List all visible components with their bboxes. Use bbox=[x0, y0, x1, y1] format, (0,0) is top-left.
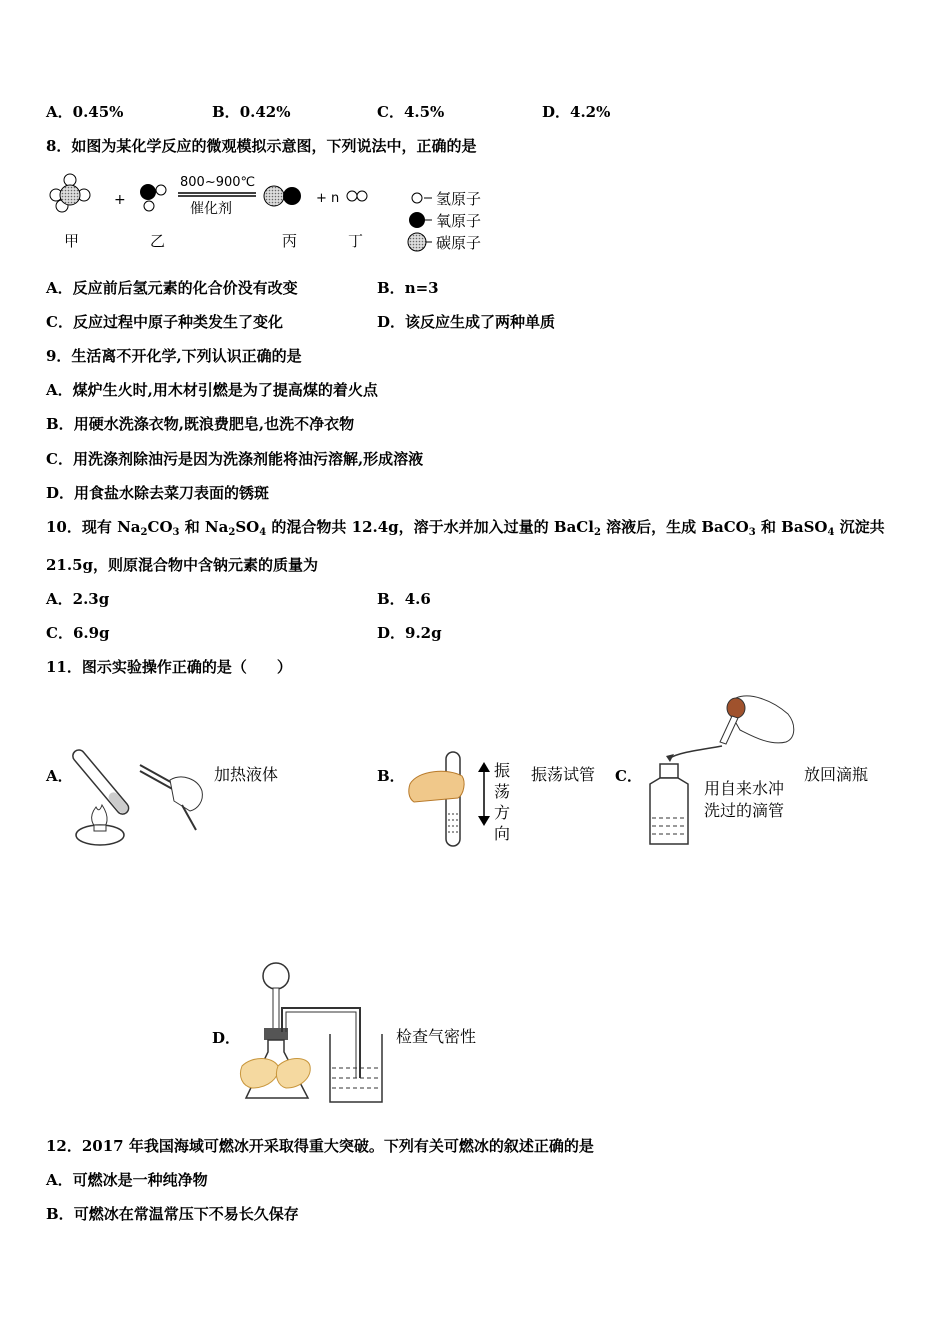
q7-option-d: D．4.2% bbox=[542, 103, 611, 121]
q10-option-b: B．4.6 bbox=[377, 590, 431, 608]
q8-option-d: D．该反应生成了两种单质 bbox=[377, 313, 556, 331]
q12-option-a: A．可燃冰是一种纯净物 bbox=[46, 1171, 208, 1189]
q11-option-d-letter: D． bbox=[212, 1029, 241, 1047]
q7-option-c: C．4.5% bbox=[377, 103, 445, 121]
q9-option-b: B．用硬水洗涤衣物,既浪费肥皂,也洗不净衣物 bbox=[46, 415, 355, 433]
q10-option-a: A．2.3g bbox=[46, 590, 110, 608]
q9-option-c: C．用洗涤剂除油污是因为洗涤剂能将油污溶解,形成溶液 bbox=[46, 450, 424, 468]
q11-option-d-text: 检查气密性 bbox=[396, 1027, 477, 1046]
plus-n: + n bbox=[316, 191, 340, 206]
q12-stem: 12．2017 年我国海域可燃冰开采取得重大突破。下列有关可燃冰的叙述正确的是 bbox=[46, 1137, 594, 1155]
q11-option-a-letter: A． bbox=[46, 767, 73, 785]
return-dropper-illustration bbox=[640, 690, 800, 850]
q11-stem: 11．图示实验操作正确的是（ ） bbox=[46, 658, 292, 676]
q12-option-b: B．可燃冰在常温常压下不易长久保存 bbox=[46, 1205, 299, 1223]
condition-temperature: 800~900℃ bbox=[180, 175, 256, 190]
q7-option-a: A．0.45% bbox=[46, 103, 124, 121]
q8-option-b: B．n=3 bbox=[377, 279, 439, 297]
q11-option-b-direction-label: 振 荡 方 向 bbox=[494, 761, 511, 843]
q8-option-c: C．反应过程中原子种类发生了变化 bbox=[46, 313, 283, 331]
q11-option-b-letter: B． bbox=[377, 767, 405, 785]
label-ding: 丁 bbox=[348, 232, 364, 250]
co-molecule bbox=[264, 186, 301, 206]
q10-stem-line2: 21.5g，则原混合物中含钠元素的质量为 bbox=[46, 556, 319, 574]
q8-stem: 8．如图为某化学反应的微观模拟示意图，下列说法中，正确的是 bbox=[46, 137, 477, 155]
label-bing: 丙 bbox=[282, 232, 298, 250]
q10-stem-line1: 10．现有 $Na_2CO_3$ 和 $Na_2SO_4$ 的混合物共 12.4g，溶于水并加入过量的 BaCl$_2$ 溶液后，生成 BaCO$_3$ 和 BaSO$_4$ 沉淀共 bbox=[46, 518, 885, 538]
legend-oxygen bbox=[409, 212, 481, 230]
plus-sign-1: + bbox=[114, 192, 126, 208]
q8-option-a: A．反应前后氢元素的化合价没有改变 bbox=[46, 279, 298, 297]
water-molecule bbox=[140, 184, 166, 211]
legend-hydrogen bbox=[412, 190, 481, 208]
condition-catalyst: 催化剂 bbox=[190, 201, 232, 217]
svg-text:氧原子: 氧原子 bbox=[436, 212, 482, 230]
q11-option-c-dropper-label: 用自来水冲 洗过的滴管 bbox=[704, 779, 785, 820]
q9-option-d: D．用食盐水除去菜刀表面的锈斑 bbox=[46, 484, 270, 502]
legend-carbon bbox=[408, 233, 481, 252]
methane-molecule bbox=[50, 174, 90, 212]
q11-option-b-text: 振荡试管 bbox=[531, 765, 596, 784]
q11-option-c-text: 放回滴瓶 bbox=[804, 765, 869, 784]
q9-stem: 9．生活离不开化学,下列认识正确的是 bbox=[46, 347, 302, 365]
airtightness-check-illustration bbox=[238, 958, 388, 1108]
q9-option-a: A．煤炉生火时,用木材引燃是为了提高煤的着火点 bbox=[46, 381, 378, 399]
heating-liquid-illustration bbox=[70, 735, 210, 850]
label-jia: 甲 bbox=[64, 232, 80, 250]
q10-option-d: D．9.2g bbox=[377, 624, 442, 642]
q10-option-c: C．6.9g bbox=[46, 624, 110, 642]
label-yi: 乙 bbox=[150, 232, 166, 250]
q8-reaction-diagram bbox=[40, 168, 520, 260]
q11-option-a-text: 加热液体 bbox=[214, 765, 279, 784]
q11-option-c-letter: C． bbox=[615, 767, 642, 785]
svg-text:氢原子: 氢原子 bbox=[436, 190, 482, 208]
svg-text:碳原子: 碳原子 bbox=[436, 234, 482, 252]
h2-molecule bbox=[347, 191, 367, 201]
q7-option-b: B．0.42% bbox=[212, 103, 291, 121]
